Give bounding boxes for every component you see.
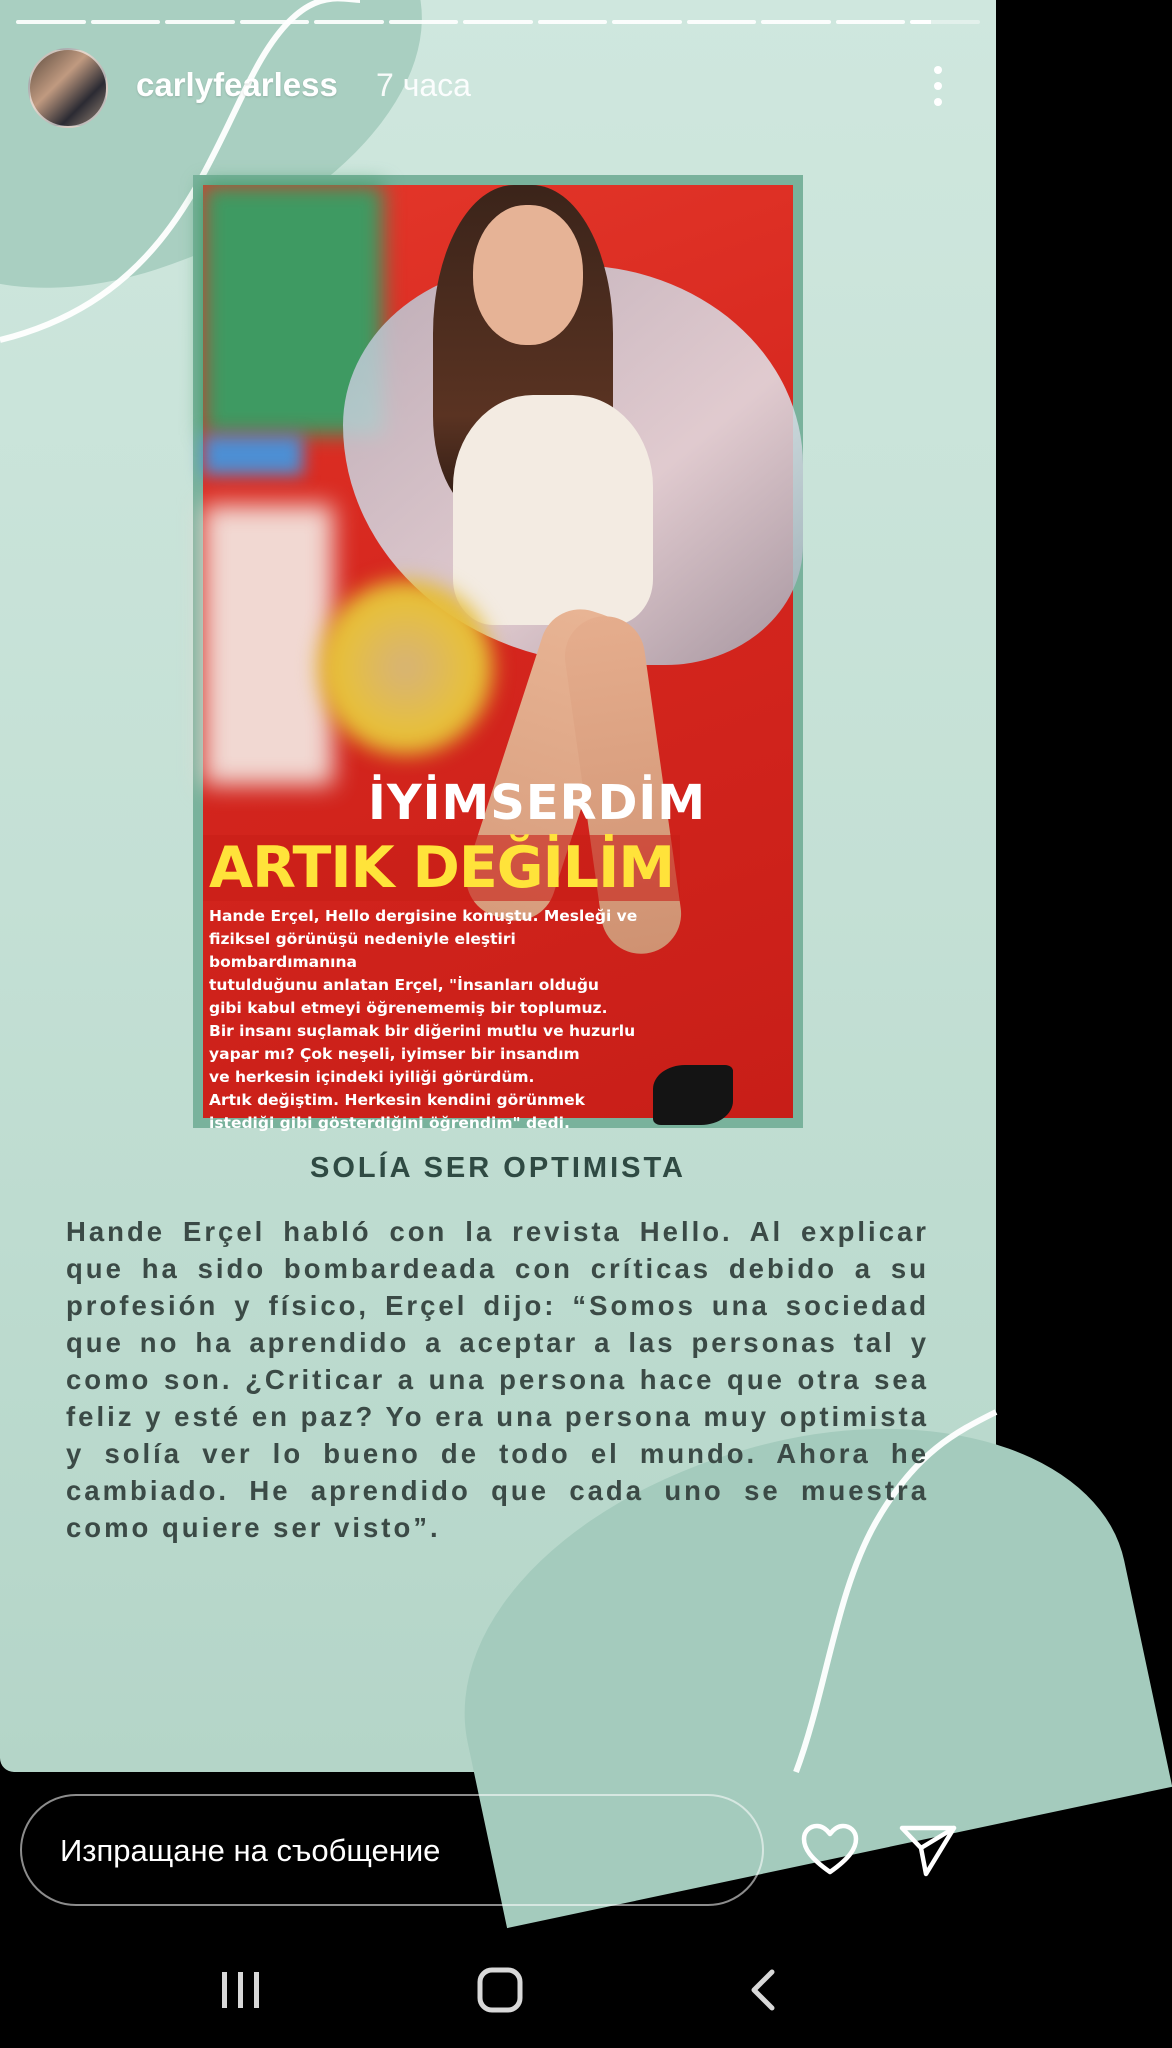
blurred-logo xyxy=(203,505,333,785)
model-figure xyxy=(653,1065,733,1125)
heart-icon[interactable] xyxy=(800,1822,860,1878)
progress-segment xyxy=(91,20,161,24)
magazine-body-text: Hande Erçel, Hello dergisine konuştu. Mesleği ve fiziksel görünüşü nedeniyle eleştiri bombardımanına tutulduğunu anlatan Erçel, "İnsanları olduğu gibi kabul etmeyi öğrenememiş bir toplumuz. Bir insanı suçlamak bir diğerini mutlu ve huzurlu yapar mı? Çok neşeli, iyimser bir insandım ve herkesin içindeki iyiliği görürdüm. Artık değiştim. Herkesin kendini görünmek istediği gibi gösterdiğini öğrendim" dedi. xyxy=(209,907,638,1132)
story-title: SOLÍA SER OPTIMISTA xyxy=(309,1152,686,1184)
progress-segment xyxy=(389,20,459,24)
avatar[interactable] xyxy=(28,48,108,128)
story-progress xyxy=(16,20,980,24)
progress-segment xyxy=(165,20,235,24)
magazine-headline: İYİMSERDİM xyxy=(368,775,707,831)
progress-segment xyxy=(761,20,831,24)
progress-segment xyxy=(836,20,906,24)
progress-segment xyxy=(240,20,310,24)
progress-segment xyxy=(463,20,533,24)
reply-input[interactable] xyxy=(20,1794,764,1906)
timestamp: 7 часа xyxy=(376,67,471,103)
blurred-logo xyxy=(203,435,303,475)
magazine-headline: ARTIK DEĞİLİM xyxy=(203,835,680,901)
progress-segment xyxy=(314,20,384,24)
story-text: Hande Erçel habló con la revista Hello. Al explicar que ha sido bombardeada con críticas debido a su profesión y físico, Erçel dijo: “Somos una sociedad que no ha aprendido a aceptar a las personas tal y como son. ¿Criticar a una persona hace que otra sea feliz y esté en paz? Yo era una persona muy optimista y solía ver lo bueno de todo el mundo. Ahora he cambiado. He aprendido que cada uno se muestra como quiere ser visto”. xyxy=(66,1216,929,1543)
progress-segment xyxy=(612,20,682,24)
blurred-badge xyxy=(318,580,493,755)
home-icon[interactable] xyxy=(476,1966,524,2014)
model-figure xyxy=(473,205,583,345)
model-figure xyxy=(453,395,653,625)
back-icon[interactable] xyxy=(744,1968,784,2012)
magazine-image xyxy=(203,185,793,1132)
progress-segment xyxy=(16,20,86,24)
username[interactable]: carlyfearless xyxy=(136,66,338,103)
more-vertical-icon[interactable] xyxy=(918,62,958,110)
reply-placeholder: Изпращане на съобщение xyxy=(60,1833,441,1868)
progress-segment xyxy=(538,20,608,24)
system-navigation-bar xyxy=(0,1940,996,2048)
progress-segment xyxy=(687,20,757,24)
recents-icon[interactable] xyxy=(218,1970,264,2010)
send-icon[interactable] xyxy=(898,1822,958,1878)
magazine-clipping xyxy=(193,175,803,1132)
progress-segment-current xyxy=(910,20,980,24)
